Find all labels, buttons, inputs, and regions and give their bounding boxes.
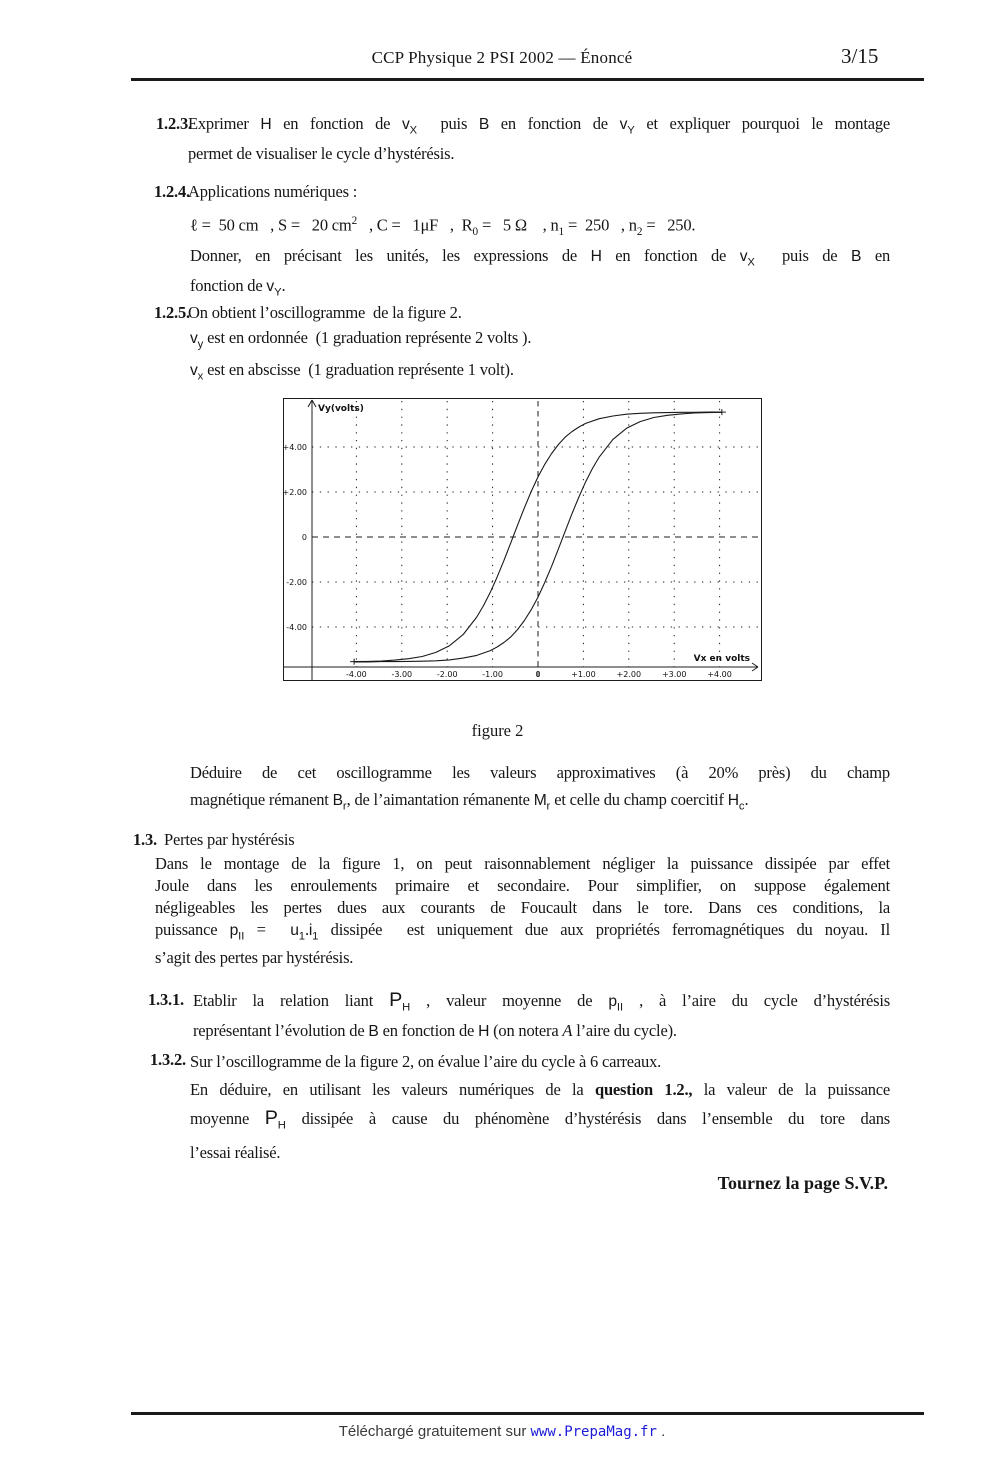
section-number: 1.2.4. xyxy=(154,182,190,201)
svg-text:0: 0 xyxy=(301,533,307,542)
section-1-2-5-text: $v_y$ est en ordonnée (1 graduation représente 2 volts ). $v_x$ est en abscisse (1 graduation représente 1 volt). xyxy=(190,328,532,383)
oscillogram-svg xyxy=(283,398,762,681)
svg-text:+4.00: +4.00 xyxy=(283,443,307,452)
section-number: 1.2.5. xyxy=(154,303,190,322)
footer-rule xyxy=(131,1412,924,1415)
svg-text:-1.00: -1.00 xyxy=(482,670,503,679)
svg-text:-4.00: -4.00 xyxy=(286,623,307,632)
svg-text:+2.00: +2.00 xyxy=(616,670,642,679)
section-1-2-5-heading: On obtient l’oscillogramme de la figure 2. xyxy=(188,303,462,322)
section-number: 1.2.3. xyxy=(156,114,192,133)
page-number: 3/15 xyxy=(841,44,879,68)
footer-text: Téléchargé gratuitement sur xyxy=(338,1423,531,1440)
section-1-2-4-heading: Applications numériques : xyxy=(188,182,358,201)
svg-text:+2.00: +2.00 xyxy=(283,488,307,497)
section-1-2-3-text: Exprimer H en fonction de $v_X$ puis B en fonction de $v_Y$ et expliquer pourquoi le montage permet de visualiser le cycle d’hystérésis. xyxy=(188,114,891,164)
svg-text:-4.00: -4.00 xyxy=(346,670,367,679)
section-1-2-4-text: ℓ = 50 cm , S = 20 $cm^2$ , C = 1μF , $R_0 = 5$ Ω , $n_1 = 250$ , $n_2 = 250$. Donner, en précisant les unités, les expressions de H en fonction de $v_X$ puis de B en fonction de $v_Y$. xyxy=(190,215,890,299)
section-number: 1.3.2. xyxy=(150,1050,186,1069)
section-1-3-2-text: Sur l’oscillogramme de la figure 2, on évalue l’aire du cycle à 6 carreaux. En déduire, en utilisant les valeurs numériques de la question 1.2., la valeur de la puissance moyenne $P_H$ dissipée à cause du phénomène d’hystérésis dans l’ensemble du tore dans l’essai réalisé. xyxy=(190,1052,891,1163)
turn-page-notice: Tournez la page S.V.P. xyxy=(717,1173,888,1193)
svg-text:0: 0 xyxy=(535,670,541,679)
svg-text:-3.00: -3.00 xyxy=(391,670,413,679)
prepamag-link[interactable]: www.PrepaMag.fr xyxy=(530,1424,657,1440)
section-1-3-heading: Pertes par hystérésis xyxy=(164,830,295,849)
svg-text:Vy(volts): Vy(volts) xyxy=(318,404,364,414)
svg-text:+3.00: +3.00 xyxy=(661,670,687,679)
svg-text:+4.00: +4.00 xyxy=(707,670,732,679)
footer xyxy=(0,1423,1004,1440)
svg-text:+1.00: +1.00 xyxy=(571,670,596,679)
figure-2-oscillogram xyxy=(283,398,762,681)
svg-text:-2.00: -2.00 xyxy=(436,670,458,679)
section-1-3-1-text: Etablir la relation liant $P_H$ , valeur moyenne de $p_{II}$ , à l’aire du cycle d’hystérésis représentant l’évolution de B en fonction de H (on notera A l’aire du cycle). xyxy=(193,989,890,1041)
footer-period: . xyxy=(656,1423,666,1440)
section-1-3-text: Dans le montage de la figure 1, on peut raisonnablement négliger la puissance dissipée par effet Joule dans les enroulements primaire et secondaire. Pour simplifier, on suppose également négligeables les pertes dues aux courants de Foucault dans le tore. Dans ces conditions, la puissance $p_{II} = u_1.i_1$ dissipée est uniquement due aux propriétés ferromagnétiques du noyau. Il s’agit des pertes par hystérésis. xyxy=(155,854,890,968)
deduire-paragraph: Déduire de cet oscillogramme les valeurs approximatives (à 20% près) du champ magnétique rémanent $B_r$, de l’aimantation rémanente $M_r$ et celle du champ coercitif $H_c$. xyxy=(190,763,890,813)
section-number: 1.3.1. xyxy=(148,990,184,1009)
figure-caption: figure 2 xyxy=(471,721,524,740)
section-number: 1.3. xyxy=(133,830,157,849)
svg-text:-2.00: -2.00 xyxy=(286,578,307,587)
header-rule xyxy=(131,78,924,81)
header-title: CCP Physique 2 PSI 2002 — Énoncé xyxy=(371,48,633,67)
svg-text:Vx en volts: Vx en volts xyxy=(693,654,750,664)
